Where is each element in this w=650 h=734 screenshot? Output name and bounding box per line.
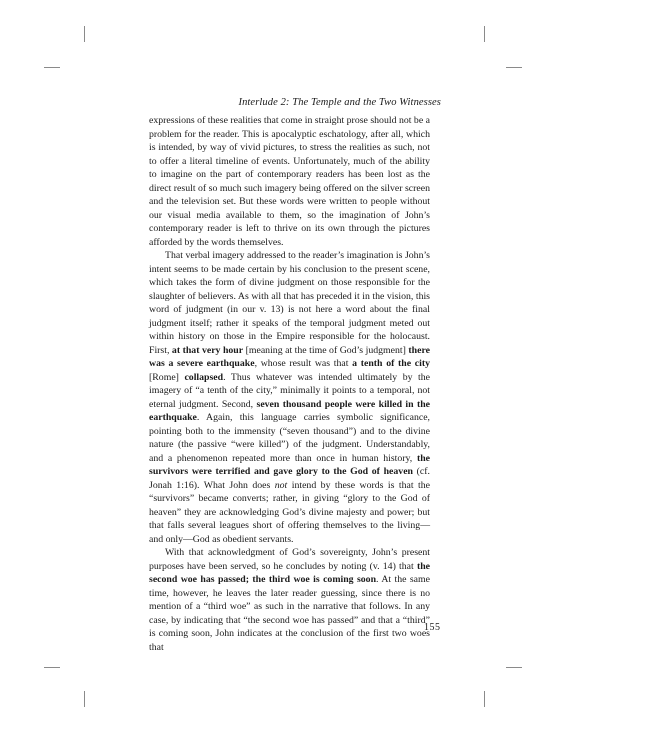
text-run: , whose result was that — [254, 358, 353, 369]
page-number: 155 — [424, 622, 441, 633]
crop-mark-right-top — [506, 67, 522, 68]
bold-text: the second woe has passed; the third woe is coming soon — [149, 560, 430, 585]
bold-text: at that very hour — [171, 344, 244, 356]
bold-text: the survivors were terrified and gave glory to the God of heaven — [149, 452, 430, 477]
bold-text: there was a severe earthquake — [149, 344, 430, 369]
text-run: . At the same time, however, he leaves the later reader guessing, since there is no mention of a “third woe” as such in the narrative that follows. In any case, by indicating that “the second woe has passed” and that a “third” is coming soon, John indicates at the conclusion of the first two woes that — [149, 574, 430, 653]
italic-text: not — [274, 479, 288, 491]
running-head: Interlude 2: The Temple and the Two Witnesses — [238, 97, 441, 108]
text-run: That verbal imagery addressed to the reader’s imagination is John’s intent seems to be made certain by his conclusion to the present scene, which takes the form of divine judgment on those responsible for the slaughter of believers. As with all that has preceded it in the vision, this word of judgment (in our v. 13) is not here a word about the final judgment itself; rather it speaks of the temporal judgment meted out within history on those in the Empire responsible for the holocaust. First, — [149, 250, 430, 356]
bold-text: collapsed — [184, 371, 224, 383]
text-run: . Thus whatever was intended ultimately by the imagery of “a tenth of the city,” minimally it points to a temporal, not eternal judgment. Second, — [149, 371, 430, 410]
text-run: [meaning at the time of God’s judgment] — [243, 344, 409, 356]
crop-mark-bottom-left — [84, 691, 85, 707]
text-run: (cf. Jonah 1:16). What John does — [149, 466, 430, 491]
text-run: . Again, this language carries symbolic significance, pointing both to the immensity (“seven thousand”) and to the divine nature (the passive “were killed”) of the judgment. Understandably, and a phenomenon repeated more than once in human history, — [149, 412, 430, 464]
body-text — [149, 114, 430, 654]
crop-mark-left-bottom — [44, 667, 60, 668]
text-run: intend by these words is that the “survivors” became converts; rather, in giving “glory to the God of heaven” they are acknowledging God’s divine majesty and power; but that falls several leagues short of offering themselves to the living—and only—God as obedient servants. — [149, 479, 430, 545]
paragraph — [149, 114, 430, 249]
bold-text: a tenth of the city — [352, 358, 431, 369]
paragraph — [149, 546, 430, 654]
bold-text: seven thousand people were killed in the earthquake — [149, 398, 431, 423]
paragraph — [149, 249, 430, 546]
text-run: expressions of these realities that come in straight prose should not be a problem for the reader. This is apocalyptic eschatology, after all, which is intended, by way of vivid pictures, to stress the realities as such, not to offer a literal timeline of events. Unfortunately, much of the ability to imagine on the part of contemporary readers has been lost as the direct result of so much such imagery being offered on the silver screen and the television set. But these words were written to people without our visual media available to them, so the imagination of John’s contemporary reader is left to thrive on its own through the pictures afforded by the words themselves. — [149, 115, 430, 248]
crop-mark-top-right — [484, 26, 485, 42]
crop-mark-right-bottom — [506, 667, 522, 668]
crop-mark-top-left — [84, 26, 85, 42]
crop-mark-left-top — [44, 67, 60, 68]
text-run: [Rome] — [149, 371, 185, 383]
crop-mark-bottom-right — [484, 691, 485, 707]
text-run: With that acknowledgment of God’s sovereignty, John’s present purposes have been served, so he concludes by noting (v. 14) that — [149, 547, 430, 572]
